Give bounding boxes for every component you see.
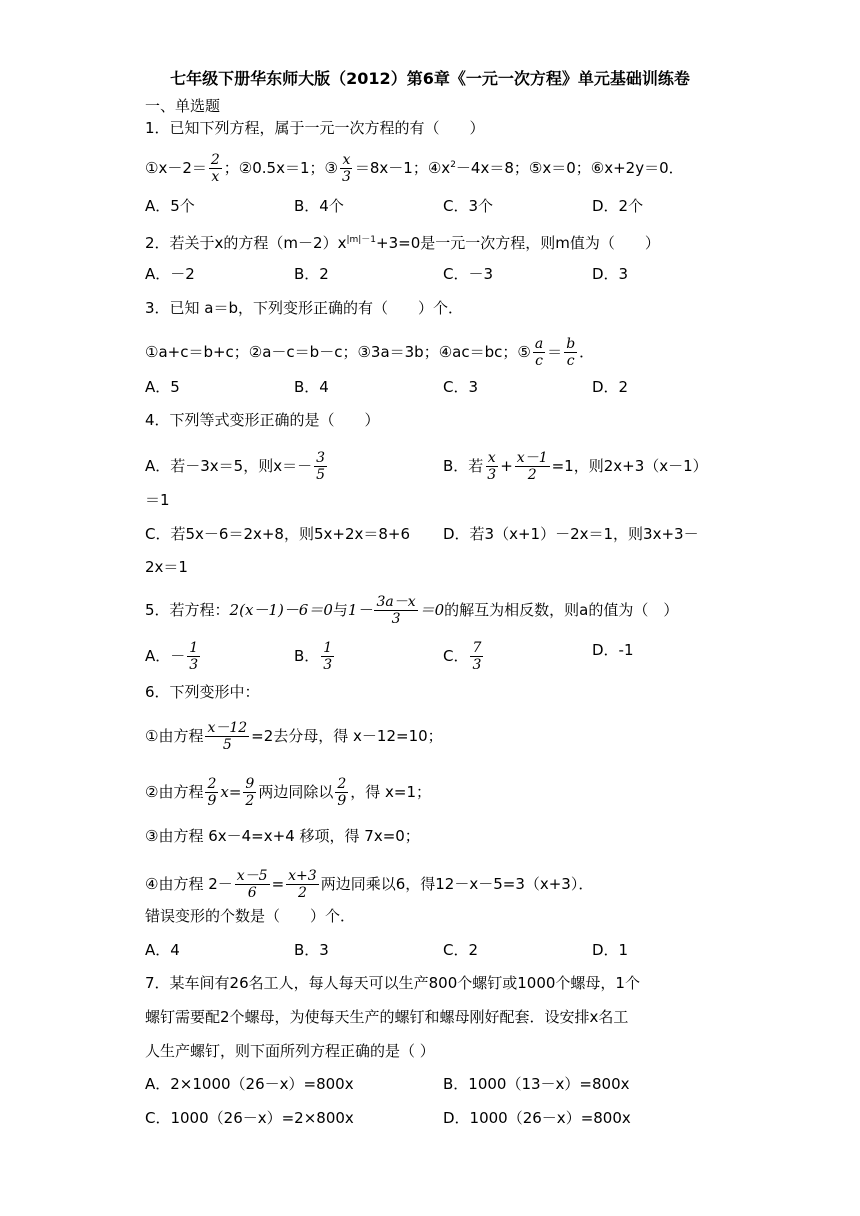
q1-stem: 1．已知下列方程，属于一元一次方程的有（ ） bbox=[145, 119, 485, 137]
q1-part: ＝8x－1；④x bbox=[354, 159, 451, 177]
fraction: $\frac{x+3}{2}$ bbox=[288, 868, 317, 901]
q7-option-a: A．2×1000（26－x）=800x bbox=[145, 1075, 354, 1093]
q4-option-b: B．若 $\frac{x}{3}$ + $\frac{x-1}{2}$ =1，则2x+3（x－1） bbox=[443, 450, 708, 483]
q7-option-c: C．1000（26－x）=2×800x bbox=[145, 1109, 354, 1127]
q2-stem: 2．若关于x的方程$(m-2)x^{|m|-1}+3=0$是一元一次方程，则m值为（ ） bbox=[145, 234, 660, 252]
fraction: $\frac{3a-x}{3}$ bbox=[376, 594, 416, 627]
q7-stem-line-1: 7．某车间有26名工人，每人每天可以生产800个螺钉或1000个螺母，1个 bbox=[145, 974, 640, 992]
q1-equations bbox=[145, 152, 684, 185]
fraction: $\frac{b}{c}$ bbox=[566, 336, 576, 369]
q6-option-b: B．3 bbox=[294, 941, 329, 959]
q6-option-c: C．2 bbox=[443, 941, 479, 959]
page-title: 七年级下册华东师大版（2012）第6章《一元一次方程》单元基础训练卷 bbox=[170, 69, 690, 88]
fraction: $\frac{9}{2}$ bbox=[245, 776, 255, 809]
q7-option-d: D．1000（26－x）=800x bbox=[443, 1109, 631, 1127]
q1-option-d: D．2个 bbox=[592, 197, 644, 215]
fraction: $\frac{x-1}{2}$ bbox=[516, 450, 548, 483]
superscript: 2 bbox=[450, 160, 456, 170]
q6-option-d: D．1 bbox=[592, 941, 629, 959]
q7-stem-line-3: 人生产螺钉，则下面所列方程正确的是（ ） bbox=[145, 1042, 435, 1060]
q1-option-b: B．4个 bbox=[294, 197, 344, 215]
q1-part: －4x＝8；⑤x＝0；⑥x+2y＝0． bbox=[455, 159, 684, 177]
q4-option-a: A．若－3x＝5，则x＝－ $\frac{3}{5}$ bbox=[145, 450, 326, 483]
q6-step-3: ③由方程 6x－4=x+4 移项，得 7x=0； bbox=[145, 827, 420, 845]
fraction: $\frac{x}{3}$ bbox=[341, 152, 351, 185]
q7-stem-line-2: 螺钉需要配2个螺母，为使每天生产的螺钉和螺母刚好配套．设安排x名工 bbox=[145, 1008, 629, 1026]
fraction: $\frac{7}{3}$ bbox=[472, 640, 482, 673]
fraction: $\frac{2}{9}$ bbox=[337, 776, 347, 809]
q3-option-b: B．4 bbox=[294, 378, 329, 396]
fraction: $\frac{x}{3}$ bbox=[487, 450, 497, 483]
section-heading: 一、单选题 bbox=[145, 97, 221, 115]
q5-option-b: B． $\frac{1}{3}$ bbox=[294, 640, 333, 673]
q5-option-d: D．-1 bbox=[592, 641, 634, 659]
q3-stem: 3．已知 a＝b，下列变形正确的有（ ）个． bbox=[145, 299, 464, 317]
q6-option-a: A．4 bbox=[145, 941, 180, 959]
q3-option-a: A．5 bbox=[145, 378, 180, 396]
q5-stem: 5．若方程：2(x－1)－6＝0与1－ $\frac{3a-x}{3}$ ＝0的解互为相反数，则a的值为（ ） bbox=[145, 594, 679, 627]
q3-option-c: C．3 bbox=[443, 378, 479, 396]
q4-option-b-cont: ＝1 bbox=[145, 491, 170, 509]
q4-stem: 4．下列等式变形正确的是（ ） bbox=[145, 411, 380, 429]
q1-part: ；②0.5x＝1；③ bbox=[223, 159, 338, 177]
fraction: $\frac{1}{3}$ bbox=[189, 640, 199, 673]
q6-step-4: ④由方程 2－ $\frac{x-5}{6}$ = $\frac{x+3}{2}$ 两边同乘以6，得12－x－5=3（x+3）． bbox=[145, 868, 594, 901]
superscript: |m|－1 bbox=[346, 235, 377, 245]
q6-stem: 6．下列变形中： bbox=[145, 683, 260, 701]
q5-option-c: C． $\frac{7}{3}$ bbox=[443, 640, 482, 673]
fraction: $\frac{a}{c}$ bbox=[534, 336, 544, 369]
q1-option-a: A．5个 bbox=[145, 197, 195, 215]
q2-option-c: C．－3 bbox=[443, 265, 494, 283]
q3-body: ①a+c＝b+c；②a－c＝b－c；③3a＝3b；④ac＝bc；⑤ $\frac{a}{c}$ ＝ $\frac{b}{c}$ ． bbox=[145, 336, 595, 369]
q5-option-a: A．－ $\frac{1}{3}$ bbox=[145, 640, 199, 673]
fraction: $\frac{x-12}{5}$ bbox=[207, 720, 248, 753]
q4-option-d: D．若3（x+1）－2x＝1，则3x+3－ bbox=[443, 525, 699, 543]
q4-option-c: C．若5x－6＝2x+8，则5x+2x＝8+6 bbox=[145, 525, 411, 543]
fraction: $\frac{x-5}{6}$ bbox=[236, 868, 268, 901]
fraction: $\frac{2}{x}$ bbox=[210, 152, 220, 185]
q2-option-a: A．－2 bbox=[145, 265, 195, 283]
q4-option-d-cont: 2x＝1 bbox=[145, 558, 188, 576]
q2-option-d: D．3 bbox=[592, 265, 629, 283]
q6-closing: 错误变形的个数是（ ）个． bbox=[145, 907, 356, 925]
fraction: $\frac{1}{3}$ bbox=[323, 640, 333, 673]
q1-option-c: C．3个 bbox=[443, 197, 494, 215]
fraction: $\frac{3}{5}$ bbox=[316, 450, 326, 483]
q7-option-b: B．1000（13－x）=800x bbox=[443, 1075, 630, 1093]
q6-step-2: ②由方程 $\frac{2}{9}$ x= $\frac{9}{2}$ 两边同除以 $\frac{2}{9}$ ，得 x=1； bbox=[145, 776, 432, 809]
q1-part: ①x－2＝ bbox=[145, 159, 207, 177]
fraction: $\frac{2}{9}$ bbox=[207, 776, 217, 809]
q2-option-b: B．2 bbox=[294, 265, 329, 283]
q3-option-d: D．2 bbox=[592, 378, 629, 396]
q6-step-1: ①由方程 $\frac{x-12}{5}$ =2去分母，得 x－12=10； bbox=[145, 720, 443, 753]
